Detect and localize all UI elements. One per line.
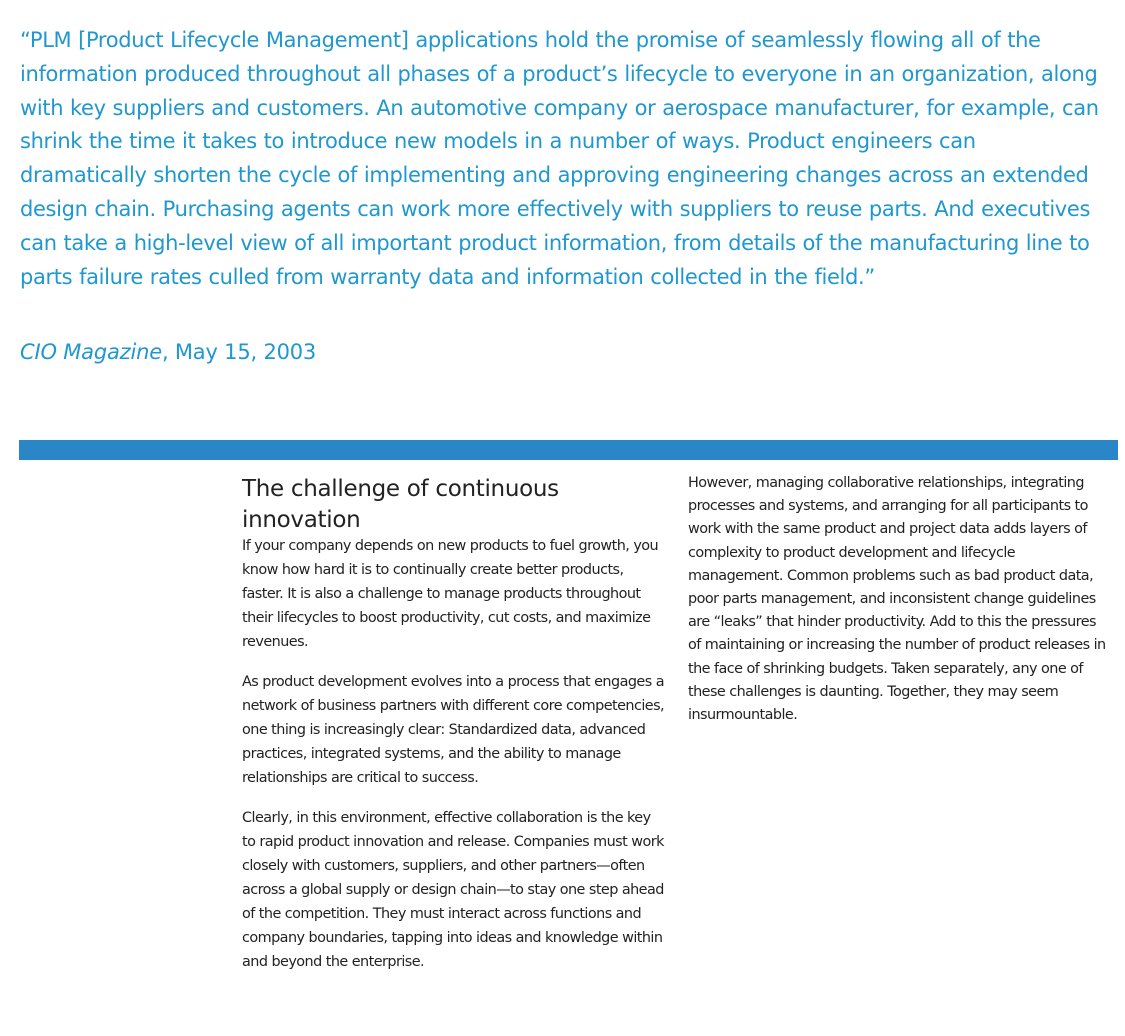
body-paragraph: However, managing collaborative relationships, integrating processes and systems, and arranging for all participants to work with the same product and project data adds layers of complexity to product development and lifecycle management. Common problems such as bad product data, poor parts management, and inconsistent change guidelines are “leaks” that hinder productivity. Add to this the pressures of maintaining or increasing the number of product releases in the face of shrinking budgets. Taken separately, any one of these challenges is daunting. Together, they may seem insurmountable.: [688, 475, 1106, 724]
section-divider-band: [19, 440, 1118, 460]
article-right-column: [688, 472, 1106, 743]
quote-citation: [20, 336, 316, 368]
body-paragraph: If your company depends on new products to fuel growth, you know how hard it is to continually create better products, faster. It is also a challenge to manage products throughout their lifecycles to boost productivity, cut costs, and maximize revenues.: [242, 538, 659, 650]
citation-publication: CIO Magazine: [20, 340, 162, 364]
article-left-column: [242, 474, 667, 990]
citation-date: , May 15, 2003: [161, 340, 317, 364]
section-heading: The challenge of continuous innovation: [242, 476, 559, 533]
body-paragraph: As product development evolves into a process that engages a network of business partners with different core competencies, one thing is increasingly clear: Standardized data, advanced practices, integrated systems, and the ability to manage relationships are critical to success.: [242, 674, 665, 786]
body-paragraph: Clearly, in this environment, effective collaboration is the key to rapid product innovation and release. Companies must work closely with customers, suppliers, and other partners—often across a global supply or design chain—to stay one step ahead of the competition. They must interact across functions and company boundaries, tapping into ideas and knowledge within and beyond the enterprise.: [242, 810, 664, 970]
pull-quote: “PLM [Product Lifecycle Management] applications hold the promise of seamlessly flowing all of the information produced throughout all phases of a product’s lifecycle to everyone in an organization, along with key suppliers and customers. An automotive company or aerospace manufacturer, for example, can shrink the time it takes to introduce new models in a number of ways. Product engineers can dramatically shorten the cycle of implementing and approving engineering changes across an extended design chain. Purchasing agents can work more effectively with suppliers to reuse parts. And executives can take a high-level view of all important product information, from details of the manufacturing line to parts failure rates culled from warranty data and information collected in the field.”: [20, 28, 1099, 289]
